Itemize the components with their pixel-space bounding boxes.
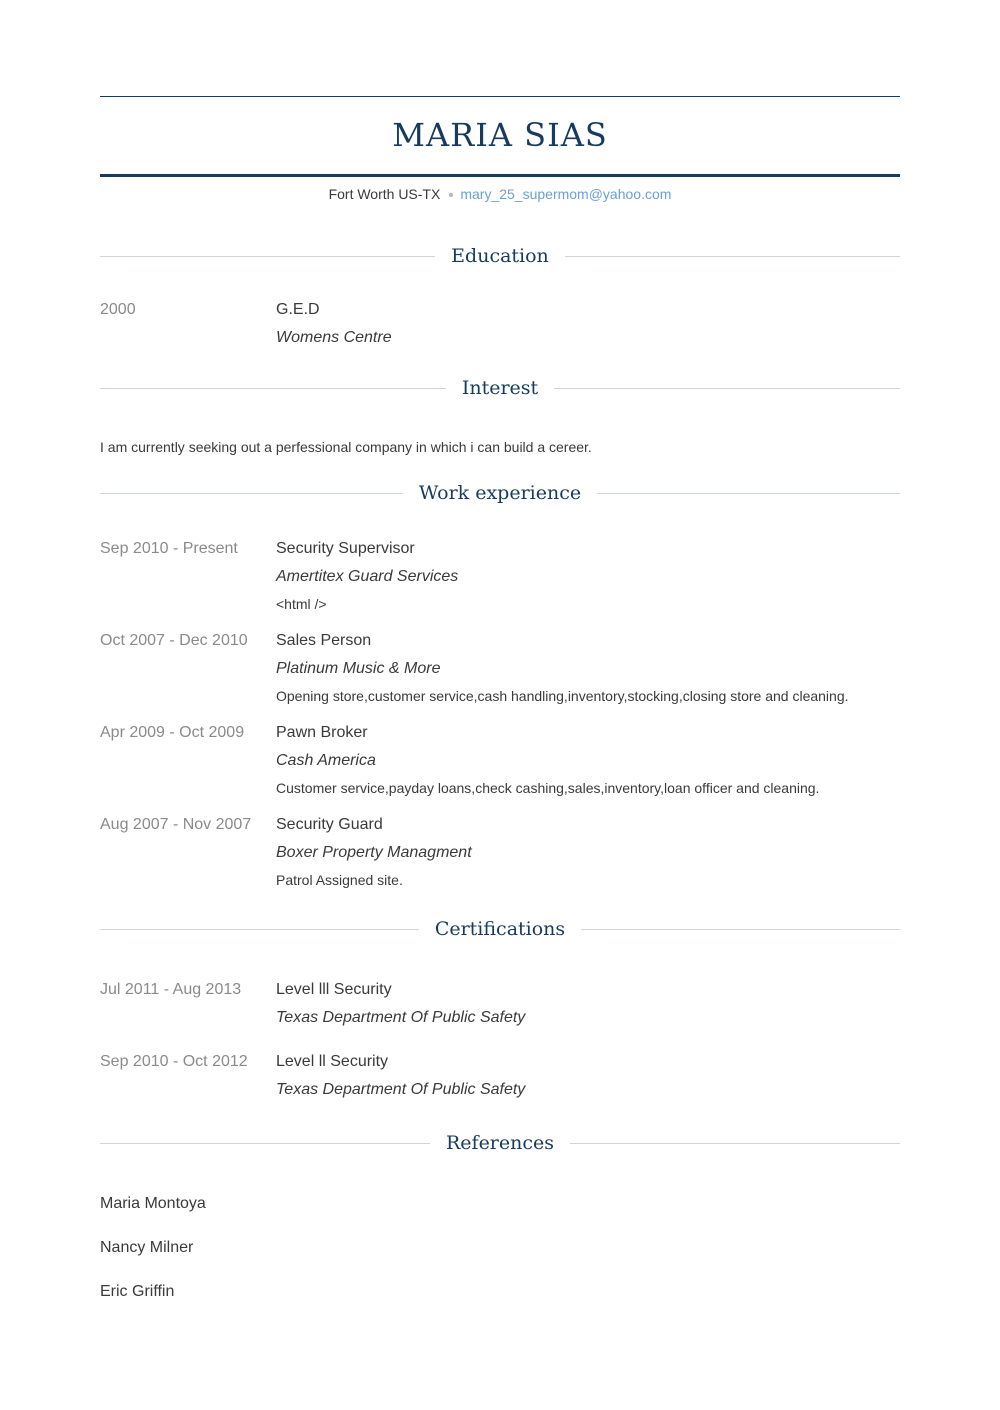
location: Fort Worth US-TX (328, 186, 441, 202)
references-section-header (100, 1128, 900, 1158)
reference-name: Maria Montoya (100, 1195, 206, 1212)
email-link[interactable]: mary_25_supermom@yahoo.com (460, 186, 672, 202)
education-section-header (100, 241, 900, 271)
work-entry (100, 721, 900, 798)
entry-body (276, 537, 900, 614)
certification-entry (100, 978, 900, 1030)
entry-date: Jul 2011 - Aug 2013 (100, 981, 242, 998)
certifications-section-header (100, 914, 900, 944)
work-entry (100, 813, 900, 890)
entry-body (276, 978, 900, 1030)
certification-issuer: Texas Department Of Public Safety (276, 1009, 526, 1026)
section-title: Certifications (419, 914, 581, 944)
candidate-name: MARIA SIAS (392, 116, 608, 154)
reference-name: Eric Griffin (100, 1283, 175, 1300)
interest-text: I am currently seeking out a perfessional company in which i can build a cereer. (100, 439, 592, 455)
contact-line (100, 185, 900, 203)
certification-issuer: Texas Department Of Public Safety (276, 1081, 526, 1098)
entry-body (276, 298, 900, 350)
resume-page (100, 96, 900, 1304)
degree: G.E.D (276, 301, 320, 318)
certification-entry (100, 1050, 900, 1102)
job-title: Pawn Broker (276, 724, 368, 741)
job-title: Security Guard (276, 816, 383, 833)
entry-date: Sep 2010 - Present (100, 540, 238, 557)
education-entry (100, 298, 900, 350)
entry-date: Oct 2007 - Dec 2010 (100, 632, 248, 649)
entry-body (276, 813, 900, 890)
job-description: Opening store,customer service,cash handling,inventory,stocking,closing store and cleaning. (276, 688, 849, 704)
employer: Amertitex Guard Services (276, 568, 459, 585)
entry-date: Apr 2009 - Oct 2009 (100, 724, 245, 741)
interest-section-header (100, 373, 900, 403)
certification-name: Level ll Security (276, 1053, 389, 1070)
top-divider (100, 96, 900, 97)
entry-date: Sep 2010 - Oct 2012 (100, 1053, 248, 1070)
certification-name: Level lll Security (276, 981, 392, 998)
section-title: Interest (446, 373, 554, 403)
entry-body (276, 721, 900, 798)
entry-date: 2000 (100, 301, 136, 318)
section-title: Education (435, 241, 565, 271)
job-description: Customer service,payday loans,check cashing,sales,inventory,loan officer and cleaning. (276, 780, 820, 796)
job-description: Patrol Assigned site. (276, 872, 403, 888)
job-title: Sales Person (276, 632, 372, 649)
work-entry (100, 629, 900, 706)
separator-dot (449, 193, 453, 197)
employer: Platinum Music & More (276, 660, 441, 677)
work-section-header (100, 478, 900, 508)
job-description: <html /> (276, 596, 327, 612)
entry-date: Aug 2007 - Nov 2007 (100, 816, 252, 833)
entry-body (276, 629, 900, 706)
reference-name: Nancy Milner (100, 1239, 194, 1256)
employer: Boxer Property Managment (276, 844, 472, 861)
work-entry (100, 537, 900, 614)
entry-body (276, 1050, 900, 1102)
name-divider (100, 174, 900, 177)
job-title: Security Supervisor (276, 540, 415, 557)
section-title: Work experience (403, 478, 597, 508)
employer: Cash America (276, 752, 376, 769)
section-title: References (430, 1128, 570, 1158)
school: Womens Centre (276, 329, 392, 346)
